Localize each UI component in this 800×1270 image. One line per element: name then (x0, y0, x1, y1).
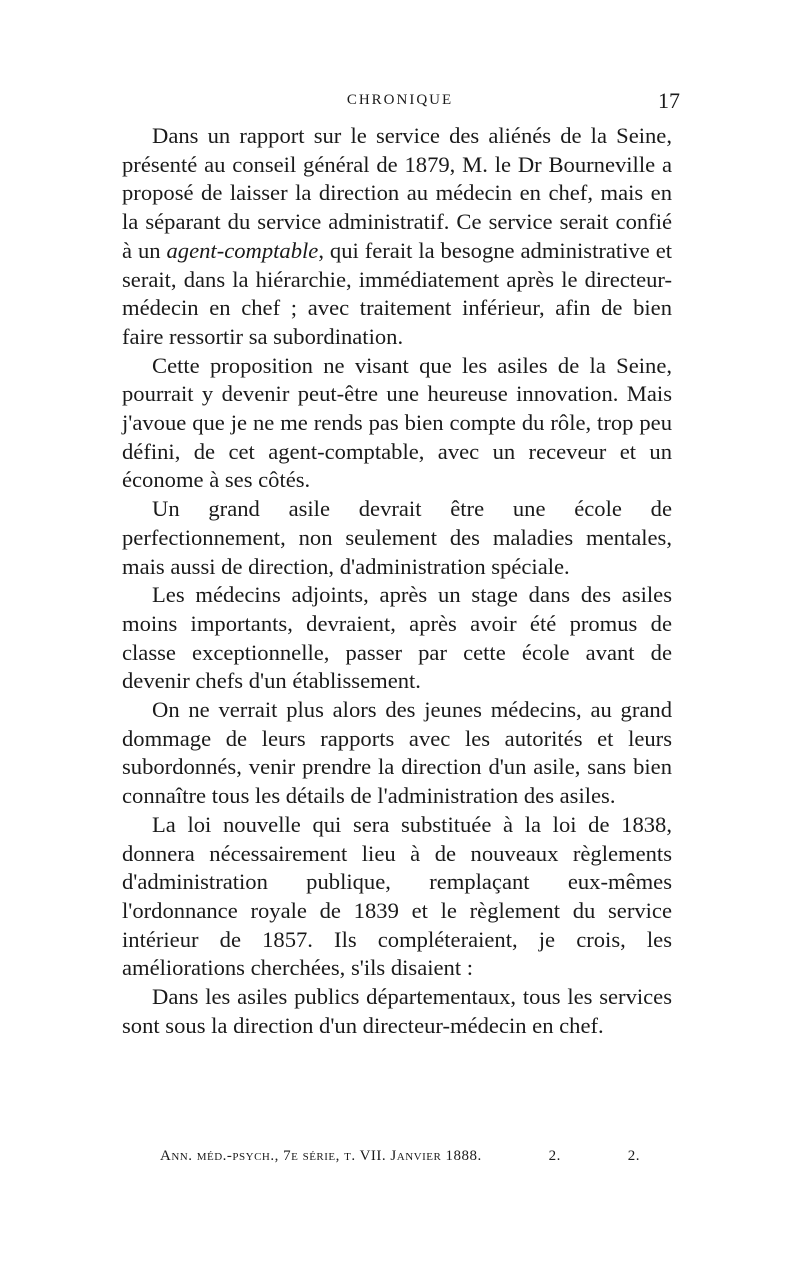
paragraph-1-text-after: , qui ferait la besogne administrative et serait, dans la hiérarchie, immédiatement après le directeur-médecin en chef ; avec traitement inférieur, afin de bien faire ressortir sa subordination. (122, 237, 673, 349)
signature-mark-left: 2. (548, 1148, 561, 1164)
body-text (122, 122, 672, 1041)
signature-mark-right: 2. (627, 1148, 640, 1164)
running-title: CHRONIQUE (346, 92, 454, 108)
page-footer (160, 1148, 640, 1165)
paragraph-4: Les médecins adjoints, après un stage dans des asiles moins importants, devraient, après avoir été promus de classe exceptionnelle, passer par cette école avant de devenir chefs d'un établissement. (122, 582, 672, 694)
paragraph-3: Un grand asile devrait être une école de perfectionnement, non seulement des maladies mentales, mais aussi de direction, d'administration spéciale. (122, 496, 672, 579)
paragraph-7: Dans les asiles publics départementaux, tous les services sont sous la direction d'un directeur-médecin en chef. (122, 984, 672, 1038)
paragraph-1-text-before: Dans un rapport sur le service des aliénés de la Seine, présenté au conseil général de 1879, M. le Dr Bourneville a proposé de laisser la direction au médecin en chef, mais en la séparant du service administratif. Ce service serait confié à un (122, 123, 672, 263)
page-header (120, 88, 680, 118)
page-number: 17 (658, 88, 680, 113)
paragraph-1-emphasis: agent-comptable (166, 237, 319, 263)
paragraph-5: On ne verrait plus alors des jeunes médecins, au grand dommage de leurs rapports avec les autorités et leurs subordonnés, venir prendre la direction d'un asile, sans bien connaître tous les détails de l'administration des asiles. (122, 697, 672, 809)
paragraph-2: Cette proposition ne visant que les asiles de la Seine, pourrait y devenir peut-être une heureuse innovation. Mais j'avoue que je ne me rends pas bien compte du rôle, trop peu défini, de cet agent-comptable, avec un receveur et un économe à ses côtés. (122, 352, 672, 493)
paragraph-6: La loi nouvelle qui sera substituée à la loi de 1838, donnera nécessairement lieu à de nouveaux règlements d'administration publique, remplaçant eux-mêmes l'ordonnance royale de 1839 et le règlement du service intérieur de 1857. Ils compléteraient, je crois, les améliorations cherchées, s'ils disaient : (122, 811, 672, 981)
paragraph-1 (122, 122, 672, 352)
journal-reference: Ann. méd.-psych., 7e série, t. VII. Janvier 1888. (160, 1148, 482, 1164)
